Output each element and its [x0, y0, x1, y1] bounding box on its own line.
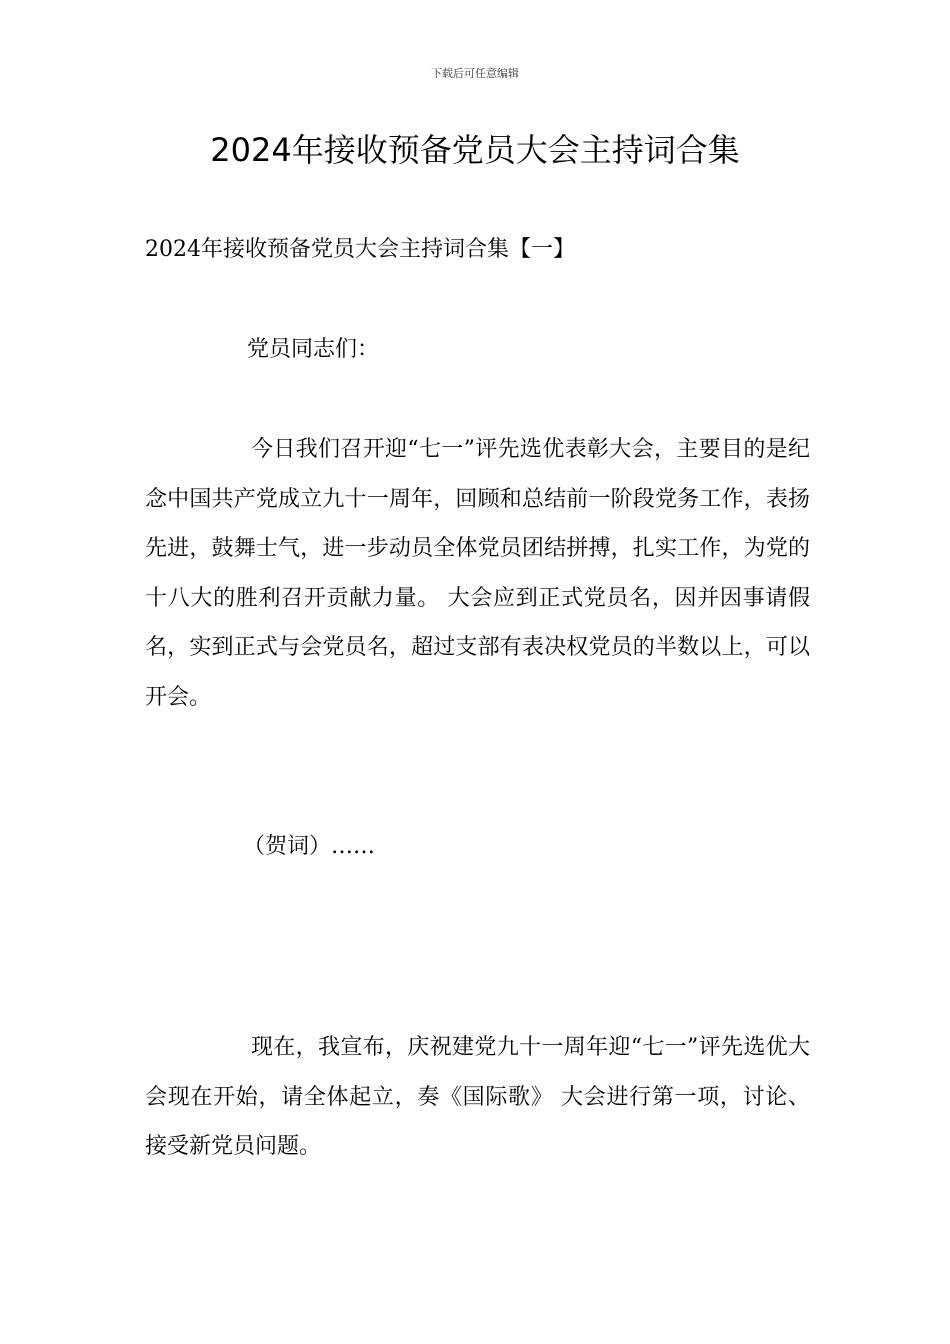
section-title: 2024年接收预备党员大会主持词合集【一】 [145, 237, 575, 262]
greeting-placeholder: （贺词）…… [243, 834, 376, 859]
document-title: 2024年接收预备党员大会主持词合集 [210, 131, 740, 169]
announcement-paragraph: 现在，我宣布，庆祝建党九十一周年迎“七一”评先选优大会现在开始，请全体起立，奏《国际歌》 大会进行第一项，讨论、接受新党员问题。 [145, 1035, 810, 1160]
salutation: 党员同志们： [247, 337, 380, 362]
header-note: 下载后可任意编辑 [431, 67, 519, 80]
opening-paragraph: 今日我们召开迎“七一”评先选优表彰大会，主要目的是纪念中国共产党成立九十一周年，回顾和总结前一阶段党务工作，表扬先进，鼓舞士气，进一步动员全体党员团结拼搏，扎实工作，为党的十八大的胜利召开贡献力量。 大会应到正式党员名，因并因事请假名，实到正式与会党员名，超过支部有表决权党员的半数以上，可以开会。 [145, 437, 810, 710]
